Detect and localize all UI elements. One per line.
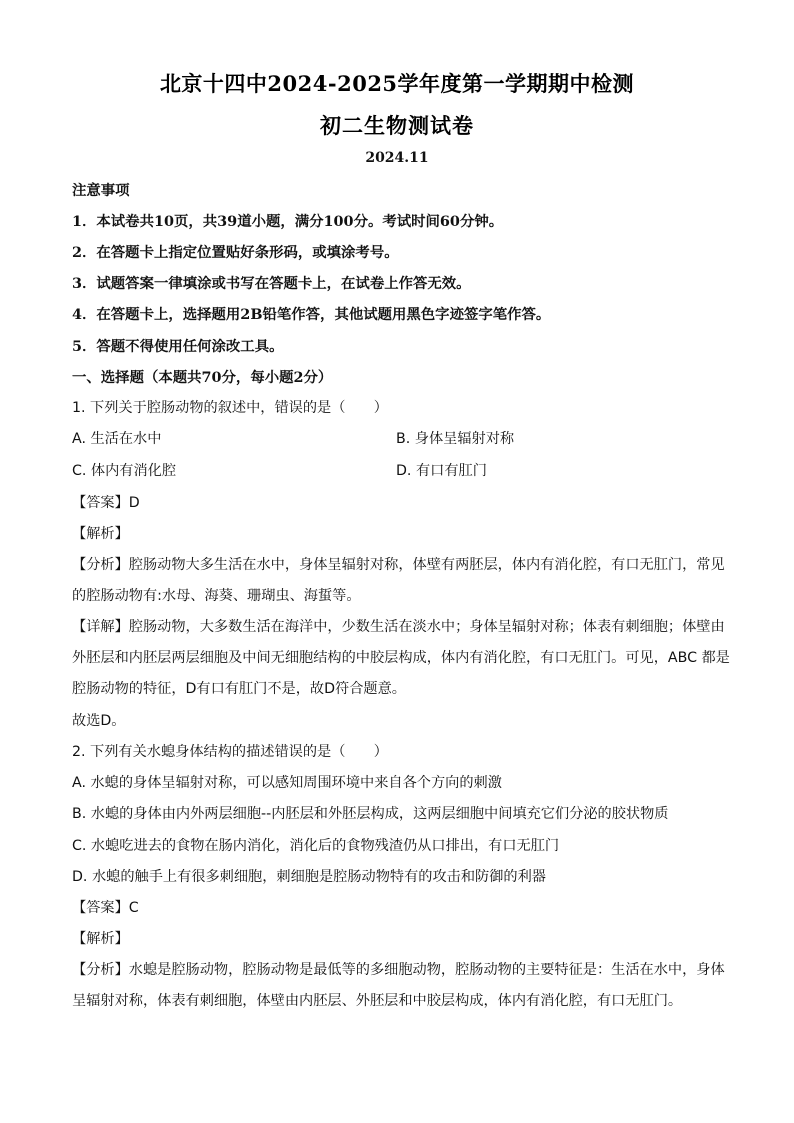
question-2-analysis-line: 呈辐射对称，体表有刺细胞，体壁由内胚层、外胚层和中胶层构成，体内有消化腔，有口无肛门。: [72, 993, 683, 1009]
notice-item-4: 4．在答题卡上，选择题用2B铅笔作答，其他试题用黑色字迹签字笔作答。: [72, 306, 551, 323]
question-1-stem: 1. 下列关于腔肠动物的叙述中，错误的是（ ）: [72, 400, 388, 416]
question-2-option-a: A. 水螅的身体呈辐射对称，可以感知周围环境中来自各个方向的刺激: [72, 775, 502, 791]
notice-item-2: 2．在答题卡上指定位置贴好条形码，或填涂考号。: [72, 244, 399, 261]
question-1-detail-line: 【详解】腔肠动物，大多数生活在海洋中，少数生活在淡水中；身体呈辐射对称；体表有刺细胞；体壁由: [72, 619, 725, 635]
question-2-option-b: B. 水螅的身体由内外两层细胞--内胚层和外胚层构成，这两层细胞中间填充它们分泌的胶状物质: [72, 806, 669, 822]
question-1-option-b: B. 身体呈辐射对称: [396, 431, 515, 447]
question-1-analysis-line: 【分析】腔肠动物大多生活在水中，身体呈辐射对称，体壁有两胚层，体内有消化腔，有口无肛门，常见: [72, 557, 725, 573]
notice-item-3: 3．试题答案一律填涂或书写在答题卡上，在试卷上作答无效。: [72, 275, 471, 292]
notice-item-5: 5．答题不得使用任何涂改工具。: [72, 338, 284, 355]
question-2-answer: 【答案】C: [72, 900, 139, 916]
question-1-option-d: D. 有口有肛门: [396, 463, 487, 479]
question-1-analysis-line: 的腔肠动物有:水母、海葵、珊瑚虫、海蜇等。: [72, 588, 361, 604]
question-1-detail-line: 外胚层和内胚层两层细胞及中间无细胞结构的中胶层构成，体内有消化腔，有口无肛门。可见，ABC 都是: [72, 650, 730, 666]
question-1-option-c: C. 体内有消化腔: [72, 463, 177, 479]
question-2-stem: 2. 下列有关水螅身体结构的描述错误的是（ ）: [72, 744, 388, 760]
question-2-analysis-line: 【分析】水螅是腔肠动物，腔肠动物是最低等的多细胞动物，腔肠动物的主要特征是：生活在水中，身体: [72, 962, 725, 978]
section-heading: 一、选择题（本题共70分，每小题2分）: [72, 369, 333, 386]
question-1-conclusion: 故选D。: [72, 713, 126, 729]
exam-date: 2024.11: [365, 150, 429, 166]
notice-item-1: 1．本试卷共10页，共39道小题，满分100分。考试时间60分钟。: [72, 213, 504, 230]
question-1-answer: 【答案】D: [72, 495, 140, 511]
notice-heading: 注意事项: [72, 182, 130, 199]
question-1-detail-line: 腔肠动物的特征，D有口有肛门不是，故D符合题意。: [72, 681, 406, 697]
question-2-option-c: C. 水螅吃进去的食物在肠内消化，消化后的食物残渣仍从口排出，有口无肛门: [72, 838, 560, 854]
exam-title: 北京十四中2024-2025学年度第一学期期中检测: [159, 71, 635, 96]
question-1-option-a: A. 生活在水中: [72, 431, 162, 447]
question-1-analysis-label: 【解析】: [72, 526, 129, 542]
question-2-option-d: D. 水螅的触手上有很多刺细胞，刺细胞是腔肠动物特有的攻击和防御的利器: [72, 869, 546, 885]
exam-subtitle: 初二生物测试卷: [320, 113, 474, 138]
question-2-analysis-label: 【解析】: [72, 931, 129, 947]
